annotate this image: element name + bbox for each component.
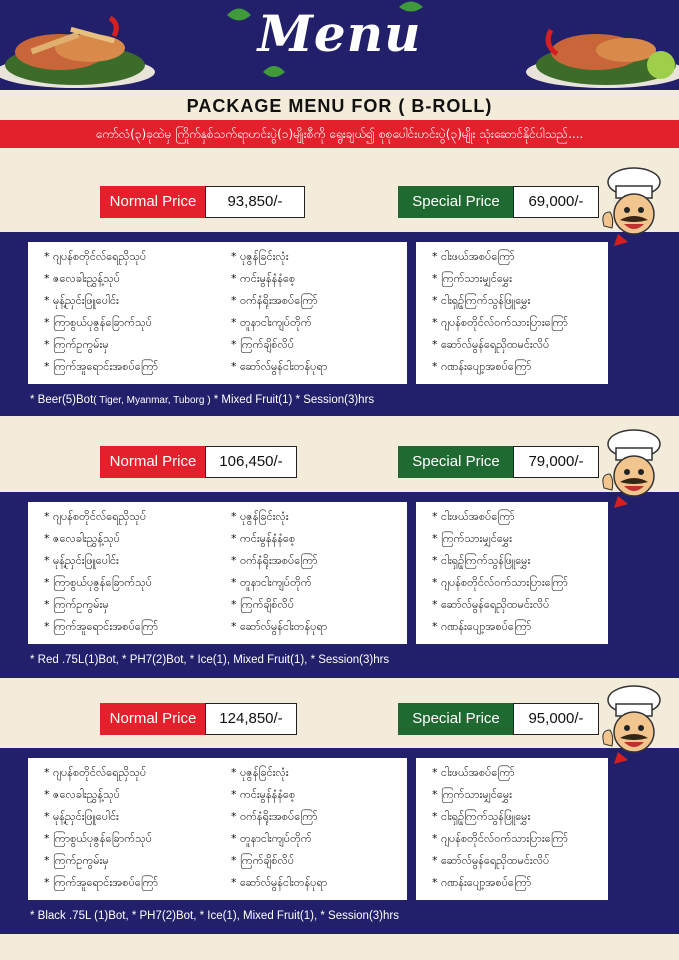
dish-item: * မုန့်ညှင်းဖြူပေါင်း — [44, 810, 119, 823]
dish-column — [416, 758, 608, 900]
dish-item: * ငါးဖယ်အစပ်ကြော် — [432, 250, 515, 263]
dish-item: * ကြက်ချိစ်လိပ် — [231, 338, 295, 351]
menu-title: Menu — [257, 4, 422, 63]
dish-column — [28, 502, 220, 644]
dish-column — [215, 502, 407, 644]
dish-item: * ကင်းမွန်နံနံစေ့ — [231, 532, 296, 545]
dish-item: * ကြက်ဥကွမ်းမှ — [44, 854, 109, 867]
special-price-label: Special Price — [398, 446, 514, 478]
dish-item: * ဇလေခါးညွှန့်သုပ် — [44, 788, 120, 801]
special-price-value: 69,000/- — [513, 186, 599, 218]
special-price-value: 95,000/- — [513, 703, 599, 735]
normal-price-value: 106,450/- — [205, 446, 297, 478]
dish-item: * ဂဏန်းပျော့အစပ်ကြော် — [432, 360, 532, 373]
dish-item: * ဂဏန်းပျော့အစပ်ကြော် — [432, 620, 532, 633]
dish-item: * ဆော်လ်မွန်ရေညှိထမင်းလိပ် — [432, 338, 550, 351]
package-inclusions: * Black .75L (1)Bot, * PH7(2)Bot, * Ice(1), Mixed Fruit(1), * Session(3)hrs — [30, 910, 399, 922]
dish-item: * ကြက်ချိစ်လိပ် — [231, 854, 295, 867]
dish-item: * ကင်းမွန်နံနံစေ့ — [231, 272, 296, 285]
dish-item: * တူနာငါးကျပ်တိုက် — [231, 832, 312, 845]
chef-mascot-icon — [596, 166, 670, 252]
dish-item: * ဂျပန်စတိုင်လ်ဝက်သားပြားကြော် — [432, 316, 568, 329]
selection-notice: ကော်လံ(၃)ခုထဲမှ ကြိုက်နှစ်သက်ရာဟင်းပွဲ(၁)မျိုးစီကို ရွေးချယ်၍ စုစုပေါင်းဟင်းပွဲ(၃)မျိုး သုံးဆောင်နိုင်ပါသည်.... — [0, 120, 679, 148]
dish-item: * ဆော်လ်မွန်ရေညှိထမင်းလိပ် — [432, 598, 550, 611]
dish-item: * တူနာငါးကျပ်တိုက် — [231, 316, 312, 329]
dish-item: * ငါးဖယ်အစပ်ကြော် — [432, 510, 515, 523]
dish-column — [28, 758, 220, 900]
dish-item: * ကြာစွယ်ပုဇွန်ခြောက်သုပ် — [44, 576, 152, 589]
dish-item: * ဆော်လ်မွန်ငါးတန်ပုရာ — [231, 620, 328, 633]
dish-item: * ဆော်လ်မွန်ရေညှိထမင်းလိပ် — [432, 854, 550, 867]
dish-item: * ဂျပန်စတိုင်လ်ရေညှိသုပ် — [44, 510, 147, 523]
dish-item: * ဂျပန်စတိုင်လ်ဝက်သားပြားကြော် — [432, 576, 568, 589]
dish-item: * ဂျပန်စတိုင်လ်ရေညှိသုပ် — [44, 766, 147, 779]
dish-item: * ပုဇွန်ခြင်းလုံး — [231, 250, 289, 263]
dish-item: * ငါးဖယ်အစပ်ကြော် — [432, 766, 515, 779]
normal-price-label: Normal Price — [100, 446, 206, 478]
dish-item: * ကြာစွယ်ပုဇွန်ခြောက်သုပ် — [44, 316, 152, 329]
package-title: PACKAGE MENU FOR ( B-ROLL) — [186, 96, 493, 116]
dish-item: * ကြက်သားမျှင်မွှေး — [432, 272, 512, 285]
dish-item: * ကြက်အူရောင်းအစပ်ကြော် — [44, 876, 159, 889]
chef-mascot-icon — [596, 684, 670, 770]
chef-mascot-icon — [596, 428, 670, 514]
dish-item: * ဆော်လ်မွန်ငါးတန်ပုရာ — [231, 876, 328, 889]
extra-inclusions: * Mixed Fruit(1) * Session(3)hrs — [210, 394, 375, 406]
package-section — [0, 232, 679, 416]
dish-item: * ဂျပန်စတိုင်လ်ရေညှိသုပ် — [44, 250, 147, 263]
dish-item: * ဂျပန်စတိုင်လ်ဝက်သားပြားကြော် — [432, 832, 568, 845]
dish-item: * ငါးရှဉ့်ကြက်သွန်ဖြူမွှေး — [432, 554, 531, 567]
leaf-icon — [262, 64, 286, 80]
beer-brands: ( Tiger, Myanmar, Tuborg ) — [93, 395, 211, 406]
normal-price-label: Normal Price — [100, 186, 206, 218]
dish-item: * ကြက်အူရောင်းအစပ်ကြော် — [44, 360, 159, 373]
special-price-label: Special Price — [398, 703, 514, 735]
dish-item: * ဇလေခါးညွှန့်သုပ် — [44, 532, 120, 545]
dish-item: * ဇလေခါးညွှန့်သုပ် — [44, 272, 120, 285]
special-price-value: 79,000/- — [513, 446, 599, 478]
price-row — [0, 703, 679, 737]
dish-item: * ကြာစွယ်ပုဇွန်ခြောက်သုပ် — [44, 832, 152, 845]
dish-item: * ငါးရှဉ့်ကြက်သွန်ဖြူမွှေး — [432, 810, 531, 823]
dish-item: * မုန့်ညှင်းဖြူပေါင်း — [44, 554, 119, 567]
dish-item: * ကြက်သားမျှင်မွှေး — [432, 532, 512, 545]
dish-column — [416, 502, 608, 644]
package-section — [0, 492, 679, 678]
normal-price-value: 124,850/- — [205, 703, 297, 735]
dish-item: * ဝက်နံရိုးအစပ်ကြော် — [231, 810, 318, 823]
dish-item: * ကြက်ချိစ်လိပ် — [231, 598, 295, 611]
dish-column — [28, 242, 220, 384]
dish-item: * ကြက်ဥကွမ်းမှ — [44, 338, 109, 351]
dish-column — [215, 242, 407, 384]
dish-column — [416, 242, 608, 384]
dish-item: * ဂဏန်းပျော့အစပ်ကြော် — [432, 876, 532, 889]
dish-item: * ပုဇွန်ခြင်းလုံး — [231, 766, 289, 779]
dish-item: * ကြက်ဥကွမ်းမှ — [44, 598, 109, 611]
normal-price-label: Normal Price — [100, 703, 206, 735]
dish-column — [215, 758, 407, 900]
dish-item: * ငါးရှဉ့်ကြက်သွန်ဖြူမွှေး — [432, 294, 531, 307]
dish-item: * ပုဇွန်ခြင်းလုံး — [231, 510, 289, 523]
package-section — [0, 748, 679, 934]
dish-item: * ဆော်လ်မွန်ငါးတန်ပုရာ — [231, 360, 328, 373]
normal-price-value: 93,850/- — [205, 186, 305, 218]
dish-item: * ကြက်သားမျှင်မွှေး — [432, 788, 512, 801]
package-inclusions: * Red .75L(1)Bot, * PH7(2)Bot, * Ice(1), Mixed Fruit(1), * Session(3)hrs — [30, 654, 390, 666]
dish-item: * တူနာငါးကျပ်တိုက် — [231, 576, 312, 589]
special-price-label: Special Price — [398, 186, 514, 218]
dish-item: * ဝက်နံရိုးအစပ်ကြော် — [231, 294, 318, 307]
dish-item: * မုန့်ညှင်းဖြူပေါင်း — [44, 294, 119, 307]
dish-item: * ဝက်နံရိုးအစပ်ကြော် — [231, 554, 318, 567]
menu-header — [0, 0, 679, 90]
price-row — [0, 186, 679, 220]
package-inclusions — [30, 394, 374, 406]
dish-item: * ကြက်အူရောင်းအစပ်ကြော် — [44, 620, 159, 633]
dish-item: * ကင်းမွန်နံနံစေ့ — [231, 788, 296, 801]
price-row — [0, 446, 679, 480]
beer-inclusion: * Beer(5)Bot — [30, 394, 94, 406]
